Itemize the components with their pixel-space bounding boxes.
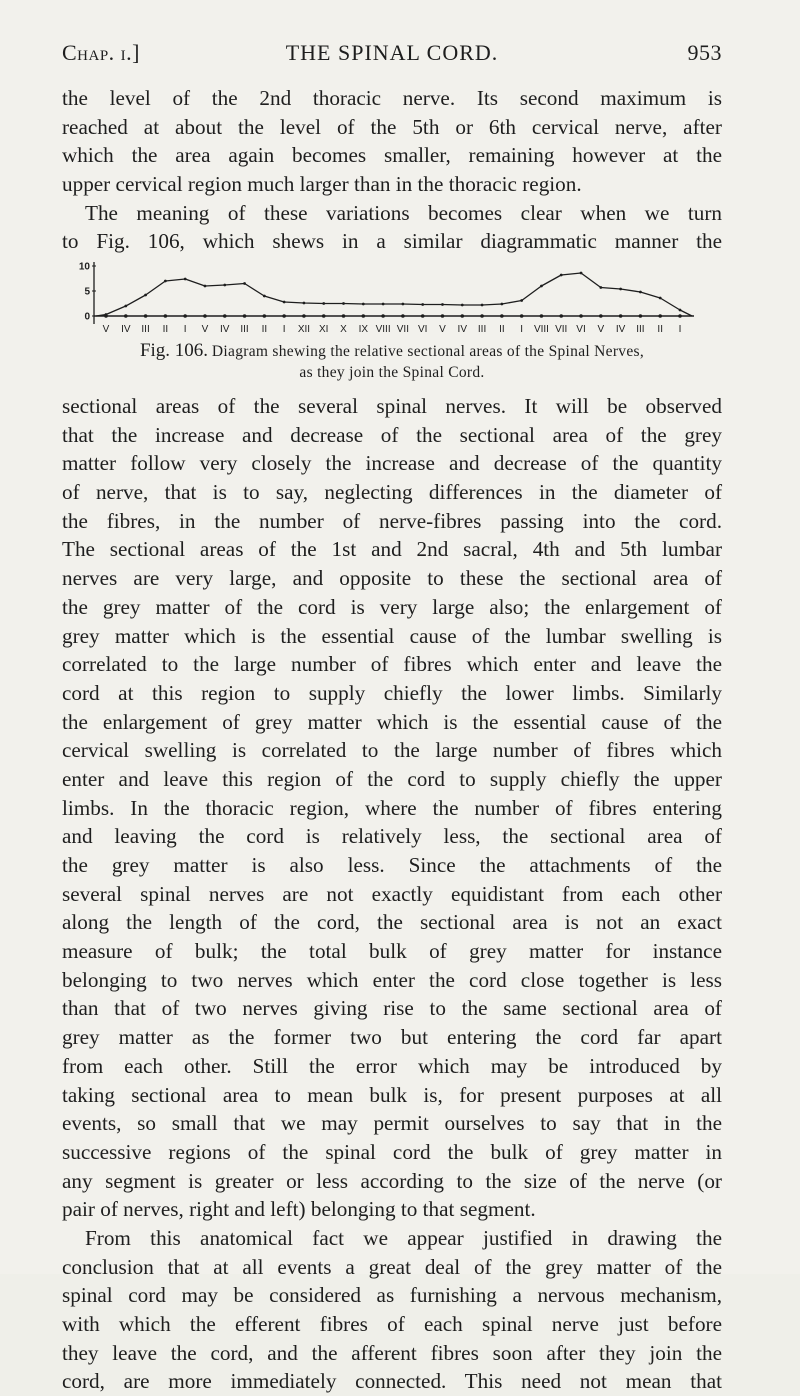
paragraph-2 — [62, 392, 722, 1396]
x-tick-label: XI — [318, 324, 329, 335]
data-point — [520, 299, 523, 302]
baseline-dot — [500, 314, 504, 318]
x-tick-label: VII — [555, 324, 568, 335]
baseline-dot — [124, 314, 128, 318]
text-line: nerves are very large, and opposite to these the sectional area of — [62, 566, 722, 591]
text-line: measure of bulk; the total bulk of grey matter for instance — [62, 939, 722, 964]
y-tick-label: 5 — [84, 286, 90, 298]
text-line: the grey matter of the cord is very large also; the enlargement of — [62, 594, 722, 619]
baseline-dot — [559, 314, 563, 318]
data-point — [342, 302, 345, 305]
x-tick-label: II — [261, 324, 268, 335]
x-tick-label: II — [499, 324, 505, 335]
data-point — [164, 280, 167, 283]
caption-line-2: as they join the Spinal Cord. — [299, 364, 485, 381]
text-line: that the increase and decrease of the sectional area of the grey — [62, 422, 722, 447]
text-line: the fibres, in the number of nerve-fibres passing into the cord. — [62, 508, 722, 533]
baseline-dot — [243, 314, 247, 318]
text-line: spinal cord may be considered as furnishing a nervous mechanism, — [62, 1283, 722, 1308]
data-point — [322, 302, 325, 305]
data-point — [362, 303, 365, 306]
text-line: cervical swelling is correlated to the large number of fibres which — [62, 738, 722, 763]
text-line: grey matter as the former two but entering the cord far apart — [62, 1025, 722, 1050]
baseline-dot — [302, 314, 306, 318]
x-tick-label: IV — [615, 324, 626, 335]
y-axis — [79, 262, 96, 325]
text-line: to Fig. 106, which shews in a similar diagrammatic manner the — [62, 229, 722, 254]
data-point — [679, 309, 682, 312]
text-line: which the area again becomes smaller, remaining however at the — [62, 143, 722, 168]
data-point — [124, 305, 127, 308]
baseline-dot — [381, 314, 385, 318]
baseline-dot — [579, 314, 583, 318]
figure-106 — [30, 252, 730, 342]
data-point — [105, 313, 108, 316]
x-tick-label: III — [141, 324, 150, 335]
data-point — [184, 278, 187, 281]
x-tick-label: IV — [220, 324, 230, 335]
data-point — [144, 294, 147, 297]
baseline-dot — [421, 314, 425, 318]
x-tick-label: I — [183, 324, 187, 335]
baseline-dot — [322, 314, 326, 318]
x-tick-label: III — [477, 324, 487, 335]
x-tick-label: VII — [396, 324, 410, 335]
figure-label: Fig. 106. — [139, 340, 209, 361]
data-point — [560, 274, 563, 277]
data-point — [481, 304, 484, 307]
baseline-dot — [144, 314, 148, 318]
x-tick-label: IV — [457, 324, 468, 335]
baseline-dot — [263, 314, 267, 318]
caption-line-1: Diagram shewing the relative sectional areas of the Spinal Nerves, — [211, 343, 645, 360]
data-point — [283, 301, 286, 304]
text-line: matter follow very closely the increase and decrease of the quantity — [62, 451, 722, 476]
chapter-label: Chap. i.] — [62, 40, 141, 65]
text-line: correlated to the large number of fibres which enter and leave the — [62, 652, 722, 677]
data-point — [243, 282, 246, 285]
baseline-dot — [599, 314, 603, 318]
x-tick-label: I — [520, 324, 524, 335]
figure-caption — [62, 340, 722, 383]
baseline-dot — [183, 314, 187, 318]
baseline-dot — [520, 314, 524, 318]
baseline-dot — [203, 314, 207, 318]
x-tick-label: VIII — [533, 324, 549, 335]
text-line: events, so small that we may permit ourselves to say that in the — [62, 1111, 722, 1136]
text-line: with which the efferent fibres of each spinal nerve just before — [62, 1312, 722, 1336]
data-point — [223, 284, 226, 287]
text-line: sectional areas of the several spinal nerves. It will be observed — [62, 394, 722, 418]
x-tick-labels — [103, 324, 682, 335]
x-tick-label: V — [102, 324, 110, 335]
y-tick-label: 10 — [78, 261, 90, 273]
text-line: conclusion that at all events a great deal of the grey matter of the — [62, 1254, 722, 1279]
x-tick-label: VI — [417, 324, 428, 335]
data-point — [619, 288, 622, 291]
baseline-dot — [362, 314, 366, 318]
baseline-dot — [401, 314, 405, 318]
x-tick-label: I — [282, 324, 286, 335]
text-line: the level of the 2nd thoracic nerve. Its second maximum is — [62, 86, 722, 110]
running-head — [62, 40, 722, 80]
data-point — [639, 291, 642, 294]
baseline-dot — [164, 314, 168, 318]
text-line: The sectional areas of the 1st and 2nd sacral, 4th and 5th lumbar — [62, 537, 722, 562]
x-tick-label: I — [678, 324, 682, 335]
text-line: enter and leave this region of the cord to supply chiefly the upper — [62, 766, 722, 791]
text-line: along the length of the cord, the sectional area is not an exact — [62, 910, 722, 935]
text-line: and leaving the cord is relatively less, the sectional area of — [62, 824, 722, 849]
page-number: 953 — [687, 40, 722, 65]
data-point — [599, 286, 602, 289]
baseline-dot — [342, 314, 346, 318]
text-line: reached at about the level of the 5th or 6th cervical nerve, after — [62, 114, 722, 139]
x-tick-label: II — [162, 324, 169, 335]
area-diagram — [30, 252, 730, 342]
text-line: than that of two nerves giving rise to the same sectional area of — [62, 996, 722, 1021]
data-point — [441, 303, 444, 306]
data-point — [500, 303, 503, 306]
x-tick-label: IX — [358, 324, 369, 335]
text-line: belonging to two nerves which enter the cord close together is less — [62, 967, 722, 992]
data-point — [540, 285, 543, 288]
text-line: successive regions of the spinal cord the bulk of grey matter in — [62, 1139, 722, 1164]
text-line: limbs. In the thoracic region, where the number of fibres entering — [62, 795, 722, 820]
text-line: From this anatomical fact we appear justified in drawing the — [85, 1225, 722, 1250]
y-tick-label: 0 — [84, 311, 90, 323]
text-line: grey matter which is the essential cause of the lumbar swelling is — [62, 623, 722, 648]
x-tick-label: V — [439, 324, 446, 335]
text-line: any segment is greater or less according to the size of the nerve (or — [62, 1168, 722, 1193]
data-point — [580, 272, 583, 275]
page-title: THE SPINAL CORD. — [285, 40, 499, 65]
area-curve — [96, 272, 692, 316]
text-line: taking sectional area to mean bulk is, for present purposes at all — [62, 1082, 722, 1107]
baseline-dot — [678, 314, 682, 318]
text-line: upper cervical region much larger than in the thoracic region. — [62, 172, 582, 197]
data-point — [263, 295, 266, 298]
baseline-dot — [619, 314, 623, 318]
x-tick-label: V — [201, 324, 209, 335]
baseline-dot — [460, 314, 464, 318]
text-line: pair of nerves, right and left) belonging to that segment. — [62, 1197, 536, 1222]
baseline-dot — [441, 314, 445, 318]
x-tick-label: XII — [297, 324, 311, 335]
text-line: from each other. Still the error which may be introduced by — [62, 1053, 722, 1078]
x-tick-label: V — [597, 324, 605, 335]
text-line: the enlargement of grey matter which is the essential cause of the — [62, 709, 722, 734]
baseline-dot — [282, 314, 286, 318]
text-line: The meaning of these variations becomes clear when we turn — [85, 200, 722, 225]
x-tick-label: IV — [121, 324, 131, 335]
baseline-dot — [540, 314, 544, 318]
x-tick-label: X — [340, 324, 347, 335]
data-point — [461, 304, 464, 307]
data-point — [401, 303, 404, 306]
text-line: several spinal nerves are not exactly equidistant from each other — [62, 881, 722, 906]
x-tick-label: VI — [576, 324, 586, 335]
text-line: cord at this region to supply chiefly the lower limbs. Similarly — [62, 680, 722, 705]
data-point — [382, 303, 385, 306]
x-tick-label: III — [636, 324, 645, 335]
text-line: the grey matter is also less. Since the attachments of the — [62, 853, 722, 877]
baseline-dot — [639, 314, 643, 318]
x-tick-label: III — [240, 324, 249, 335]
text-line: cord, are more immediately connected. This need not mean that — [62, 1369, 722, 1394]
data-point — [659, 297, 662, 300]
baseline — [94, 314, 694, 318]
data-point — [204, 285, 207, 288]
text-line: of nerve, that is to say, neglecting differences in the diameter of — [62, 480, 722, 505]
baseline-dot — [480, 314, 484, 318]
data-point — [421, 303, 424, 306]
x-tick-label: VIII — [375, 324, 391, 335]
baseline-dot — [658, 314, 662, 318]
baseline-dot — [223, 314, 227, 318]
x-tick-label: II — [657, 324, 663, 335]
text-line: they leave the cord, and the afferent fibres soon after they join the — [62, 1340, 722, 1365]
paragraph-1 — [62, 84, 722, 256]
data-point — [303, 302, 306, 305]
